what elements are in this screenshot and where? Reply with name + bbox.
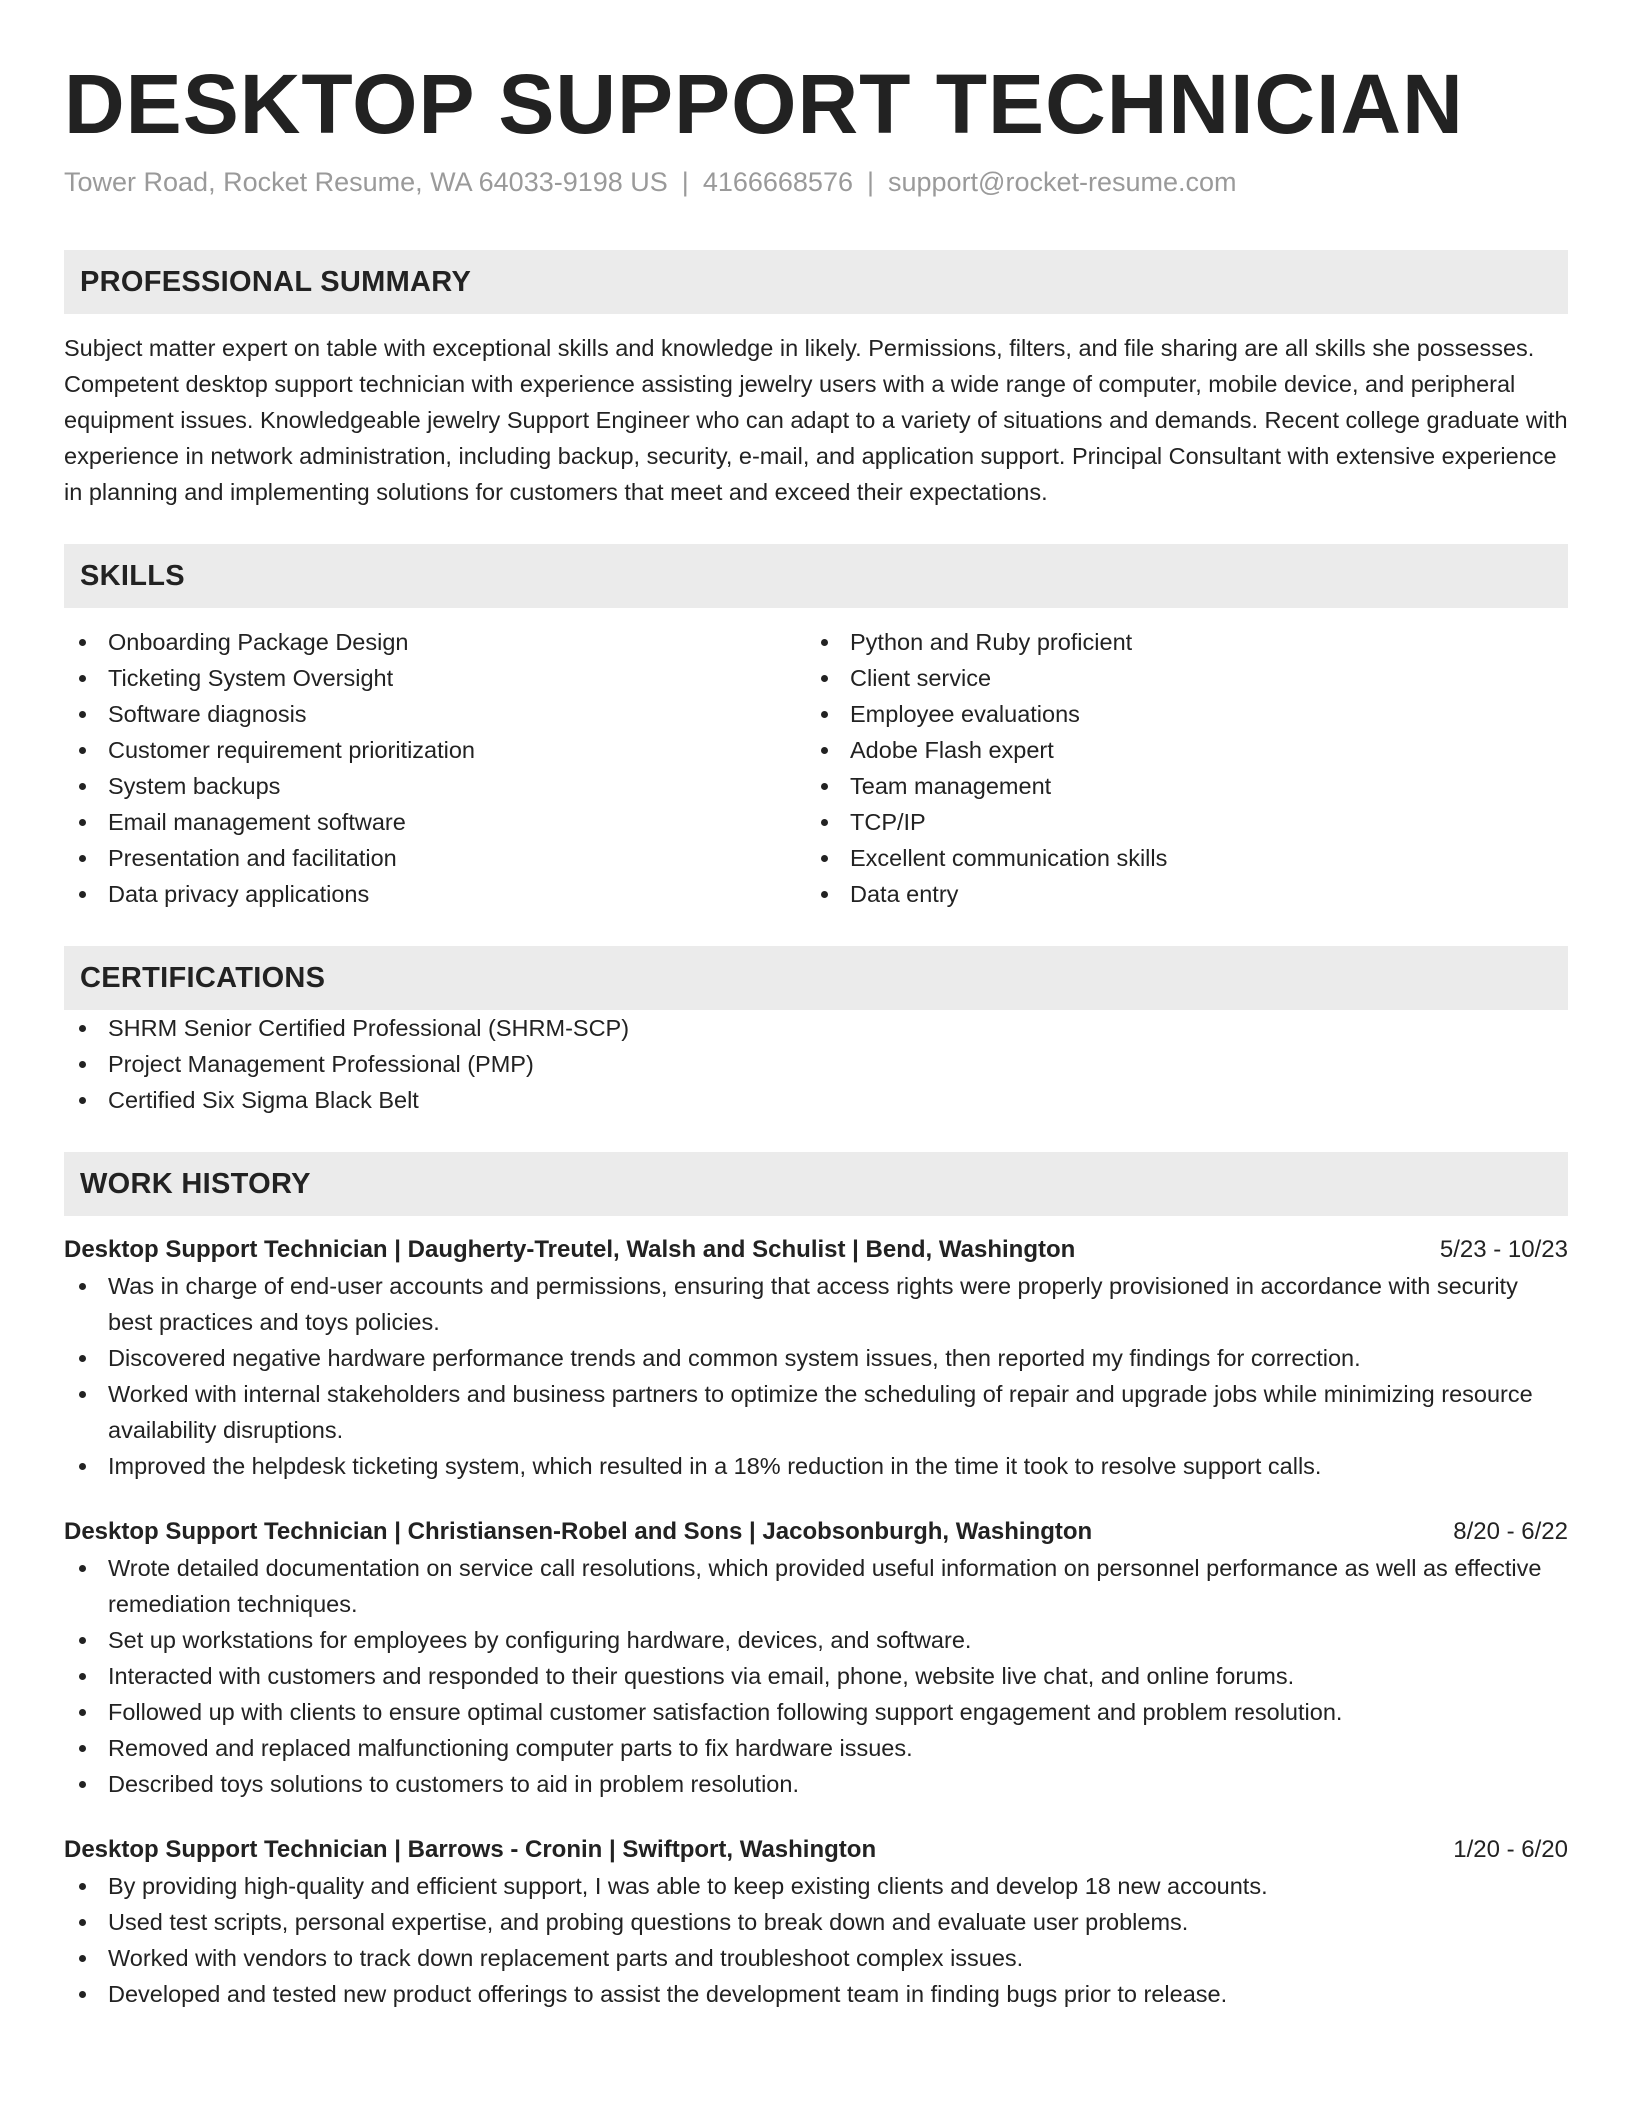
job-bullet: Described toys solutions to customers to aid in problem resolution. — [64, 1766, 1568, 1802]
skills-column-right — [806, 624, 1548, 912]
job-heading: Desktop Support Technician | Daugherty-Treutel, Walsh and Schulist | Bend, Washington — [64, 1236, 1076, 1263]
job-bullet: Set up workstations for employees by configuring hardware, devices, and software. — [64, 1622, 1568, 1658]
summary-text: Subject matter expert on table with exceptional skills and knowledge in likely. Permissions, filters, and file sharing are all skills she possesses. Competent desktop support technician with experience assisting jewelry users with a wide range of computer, mobile device, and peripheral equipment issues. Knowledgeable jewelry Support Engineer who can adapt to a variety of situations and demands. Recent college graduate with experience in network administration, including backup, security, e-mail, and application support. Principal Consultant with extensive experience in planning and implementing solutions for customers that meet and exceed their expectations. — [64, 335, 1568, 505]
skill-item: Excellent communication skills — [806, 840, 1548, 876]
contact-email: support@rocket-resume.com — [888, 167, 1237, 197]
contact-line — [64, 164, 1568, 200]
skill-item: Email management software — [64, 804, 806, 840]
job-bullets — [64, 1550, 1568, 1802]
certification-item: Certified Six Sigma Black Belt — [64, 1082, 1568, 1118]
job-heading-row — [64, 1232, 1568, 1268]
contact-address: Tower Road, Rocket Resume, WA 64033-9198 US — [64, 167, 668, 197]
job-dates: 1/20 - 6/20 — [1453, 1836, 1568, 1863]
job-bullet: Worked with internal stakeholders and business partners to optimize the scheduling of repair and upgrade jobs while minimizing resource availability disruptions. — [64, 1376, 1568, 1448]
skill-item: Presentation and facilitation — [64, 840, 806, 876]
job-bullet: Discovered negative hardware performance trends and common system issues, then reported my findings for correction. — [64, 1340, 1568, 1376]
skill-item: Customer requirement prioritization — [64, 732, 806, 768]
section-header-skills: SKILLS — [64, 544, 1568, 608]
job-entry — [64, 1232, 1568, 1484]
certification-item: Project Management Professional (PMP) — [64, 1046, 1568, 1082]
skill-item: Employee evaluations — [806, 696, 1548, 732]
skills-list — [64, 624, 1568, 912]
certification-item: SHRM Senior Certified Professional (SHRM-SCP) — [64, 1010, 1568, 1046]
job-heading-row — [64, 1832, 1568, 1868]
contact-separator: | — [681, 167, 689, 197]
job-bullet: Improved the helpdesk ticketing system, which resulted in a 18% reduction in the time it took to resolve support calls. — [64, 1448, 1568, 1484]
skill-item: TCP/IP — [806, 804, 1548, 840]
certifications-list — [64, 1010, 1568, 1118]
skill-item: System backups — [64, 768, 806, 804]
job-bullet: Developed and tested new product offerings to assist the development team in finding bugs prior to release. — [64, 1976, 1568, 2012]
skill-item: Python and Ruby proficient — [806, 624, 1548, 660]
skill-item: Client service — [806, 660, 1548, 696]
job-bullet: Was in charge of end-user accounts and permissions, ensuring that access rights were properly provisioned in accordance with security best practices and toys policies. — [64, 1268, 1568, 1340]
job-dates: 8/20 - 6/22 — [1453, 1518, 1568, 1545]
skill-item: Data privacy applications — [64, 876, 806, 912]
job-bullet: Worked with vendors to track down replacement parts and troubleshoot complex issues. — [64, 1940, 1568, 1976]
contact-phone: 4166668576 — [702, 167, 853, 197]
job-bullets — [64, 1268, 1568, 1484]
skill-item: Onboarding Package Design — [64, 624, 806, 660]
job-heading: Desktop Support Technician | Christiansen-Robel and Sons | Jacobsonburgh, Washington — [64, 1518, 1093, 1545]
skill-item: Data entry — [806, 876, 1548, 912]
section-header-professional-summary: PROFESSIONAL SUMMARY — [64, 250, 1568, 314]
job-heading-row — [64, 1514, 1568, 1550]
job-bullet: Removed and replaced malfunctioning computer parts to fix hardware issues. — [64, 1730, 1568, 1766]
resume-page — [64, 0, 1568, 2012]
job-bullet: Used test scripts, personal expertise, and probing questions to break down and evaluate user problems. — [64, 1904, 1568, 1940]
resume-name: DESKTOP SUPPORT TECHNICIAN — [64, 57, 1464, 151]
skills-column-left — [64, 624, 806, 912]
job-bullet: Interacted with customers and responded to their questions via email, phone, website live chat, and online forums. — [64, 1658, 1568, 1694]
contact-separator: | — [866, 167, 874, 197]
job-bullet: By providing high-quality and efficient support, I was able to keep existing clients and develop 18 new accounts. — [64, 1868, 1568, 1904]
job-bullet: Wrote detailed documentation on service call resolutions, which provided useful information on personnel performance as well as effective remediation techniques. — [64, 1550, 1568, 1622]
skill-item: Team management — [806, 768, 1548, 804]
skill-item: Adobe Flash expert — [806, 732, 1548, 768]
skill-item: Software diagnosis — [64, 696, 806, 732]
job-dates: 5/23 - 10/23 — [1439, 1236, 1568, 1263]
job-entry — [64, 1832, 1568, 2012]
section-header-certifications: CERTIFICATIONS — [64, 946, 1568, 1010]
job-entry — [64, 1514, 1568, 1802]
job-bullets — [64, 1868, 1568, 2012]
section-header-work-history: WORK HISTORY — [64, 1152, 1568, 1216]
job-heading: Desktop Support Technician | Barrows - Cronin | Swiftport, Washington — [64, 1836, 877, 1863]
skill-item: Ticketing System Oversight — [64, 660, 806, 696]
job-bullet: Followed up with clients to ensure optimal customer satisfaction following support engagement and problem resolution. — [64, 1694, 1568, 1730]
